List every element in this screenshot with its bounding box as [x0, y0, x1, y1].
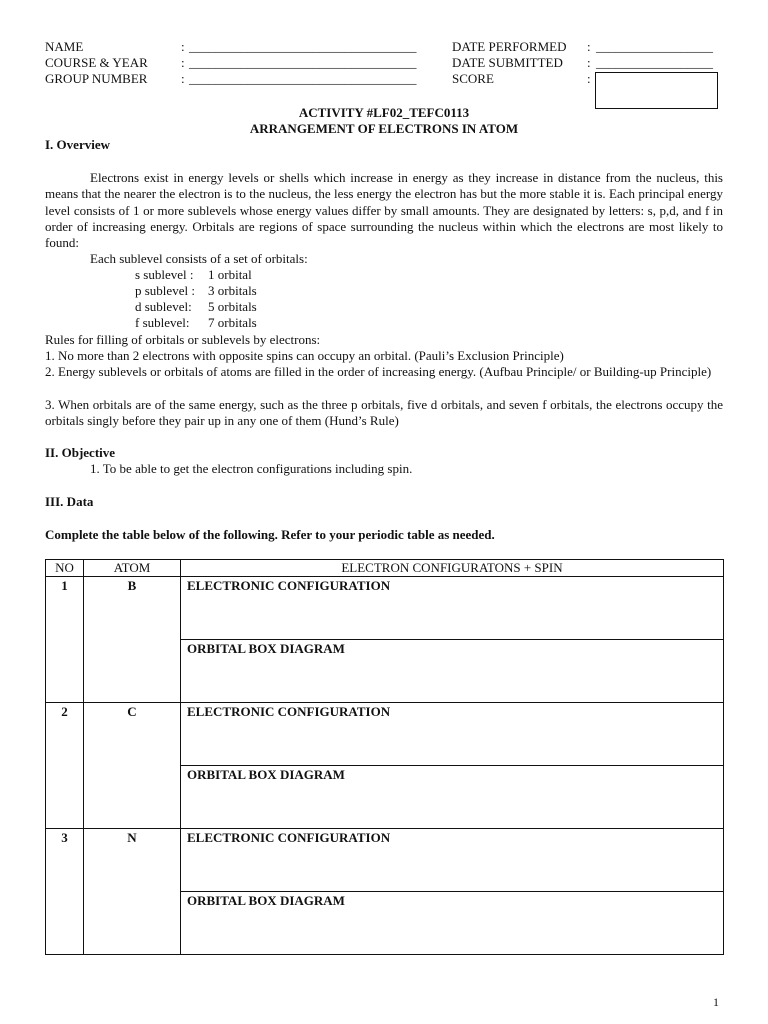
- table-row: [46, 703, 724, 766]
- electronic-configuration-label: ELECTRONIC CONFIGURATION: [187, 578, 391, 593]
- row-number: 3: [46, 829, 84, 955]
- row-number: 2: [46, 703, 84, 829]
- header-config: ELECTRON CONFIGURATONS + SPIN: [181, 560, 724, 577]
- table-row: [46, 577, 724, 640]
- sublevel-name: d sublevel:: [135, 299, 192, 314]
- group-number-colon: :: [181, 71, 185, 86]
- rule-2: 2. Energy sublevels or orbitals of atoms are filled in the order of increasing energy. (Aufbau Principle/ or Building-up Principle): [45, 364, 712, 379]
- electronic-configuration-label: ELECTRONIC CONFIGURATION: [187, 830, 391, 845]
- course-year-field[interactable]: ___________________________________: [189, 55, 417, 70]
- sublevel-intro: Each sublevel consists of a set of orbitals:: [90, 251, 308, 266]
- electron-config-table: [45, 559, 724, 955]
- data-instruction: Complete the table below of the following. Refer to your periodic table as needed.: [45, 527, 495, 542]
- activity-subtitle: ARRANGEMENT OF ELECTRONS IN ATOM: [249, 121, 519, 136]
- score-colon: :: [587, 71, 591, 86]
- data-heading: III. Data: [45, 494, 94, 509]
- header-atom: ATOM: [84, 560, 181, 577]
- row-atom: B: [84, 577, 181, 703]
- sublevel-value: 7 orbitals: [208, 315, 257, 330]
- row-atom: C: [84, 703, 181, 829]
- sublevel-name: s sublevel :: [135, 267, 194, 282]
- row-atom: N: [84, 829, 181, 955]
- electronic-configuration-cell[interactable]: [181, 703, 724, 766]
- date-performed-field[interactable]: __________________: [596, 39, 713, 54]
- orbital-box-diagram-cell[interactable]: [181, 640, 724, 703]
- date-submitted-field[interactable]: __________________: [596, 55, 713, 70]
- date-performed-colon: :: [587, 39, 591, 54]
- name-colon: :: [181, 39, 185, 54]
- orbital-box-diagram-label: ORBITAL BOX DIAGRAM: [187, 893, 345, 908]
- electronic-configuration-cell[interactable]: [181, 829, 724, 892]
- activity-title: ACTIVITY #LF02_TEFC0113: [298, 105, 470, 120]
- sublevel-name: f sublevel:: [135, 315, 190, 330]
- objective-item: 1. To be able to get the electron configurations including spin.: [90, 461, 413, 476]
- sublevel-value: 1 orbital: [208, 267, 252, 282]
- group-number-field[interactable]: ___________________________________: [189, 71, 417, 86]
- header-no: NO: [46, 560, 84, 577]
- sublevel-name: p sublevel :: [135, 283, 195, 298]
- score-box[interactable]: [595, 72, 718, 109]
- orbital-box-diagram-label: ORBITAL BOX DIAGRAM: [187, 767, 345, 782]
- rules-intro: Rules for filling of orbitals or sublevels by electrons:: [45, 332, 321, 347]
- objective-heading: II. Objective: [45, 445, 116, 460]
- sublevel-value: 5 orbitals: [208, 299, 257, 314]
- page-number: 1: [713, 995, 719, 1009]
- electronic-configuration-label: ELECTRONIC CONFIGURATION: [187, 704, 391, 719]
- table-header-row: [46, 560, 724, 577]
- date-submitted-colon: :: [587, 55, 591, 70]
- overview-heading: I. Overview: [45, 137, 110, 152]
- date-submitted-label: DATE SUBMITTED: [452, 55, 563, 70]
- course-year-colon: :: [181, 55, 185, 70]
- orbital-box-diagram-label: ORBITAL BOX DIAGRAM: [187, 641, 345, 656]
- date-performed-label: DATE PERFORMED: [452, 39, 567, 54]
- row-number: 1: [46, 577, 84, 703]
- rule-1: 1. No more than 2 electrons with opposite spins can occupy an orbital. (Pauli’s Exclusion Principle): [45, 348, 564, 363]
- electronic-configuration-cell[interactable]: [181, 577, 724, 640]
- score-label: SCORE: [452, 71, 494, 86]
- rule-3: 3. When orbitals are of the same energy, such as the three p orbitals, five d orbitals, and seven f orbitals, the electrons occupy the orbitals singly before they pair up in any one of them (Hund’s Rule): [45, 397, 723, 429]
- overview-paragraph: Electrons exist in energy levels or shells which increase in energy as they increase in distance from the nucleus, this means that the nearer the electron is to the nucleus, the less energy the electron has but the more stable it is. Each principal energy level consists of 1 or more sublevels whose energy values differ by small amounts. They are designated by letters: s, p,d, and f in order of increasing energy. Orbitals are regions of space surrounding the nucleus within which the electrons are most likely to found:: [45, 170, 723, 251]
- group-number-label: GROUP NUMBER: [45, 71, 148, 86]
- orbital-box-diagram-cell[interactable]: [181, 766, 724, 829]
- table-row: [46, 829, 724, 892]
- name-label: NAME: [45, 39, 84, 54]
- course-year-label: COURSE & YEAR: [45, 55, 148, 70]
- orbital-box-diagram-cell[interactable]: [181, 892, 724, 955]
- sublevel-value: 3 orbitals: [208, 283, 257, 298]
- name-field[interactable]: ___________________________________: [189, 39, 417, 54]
